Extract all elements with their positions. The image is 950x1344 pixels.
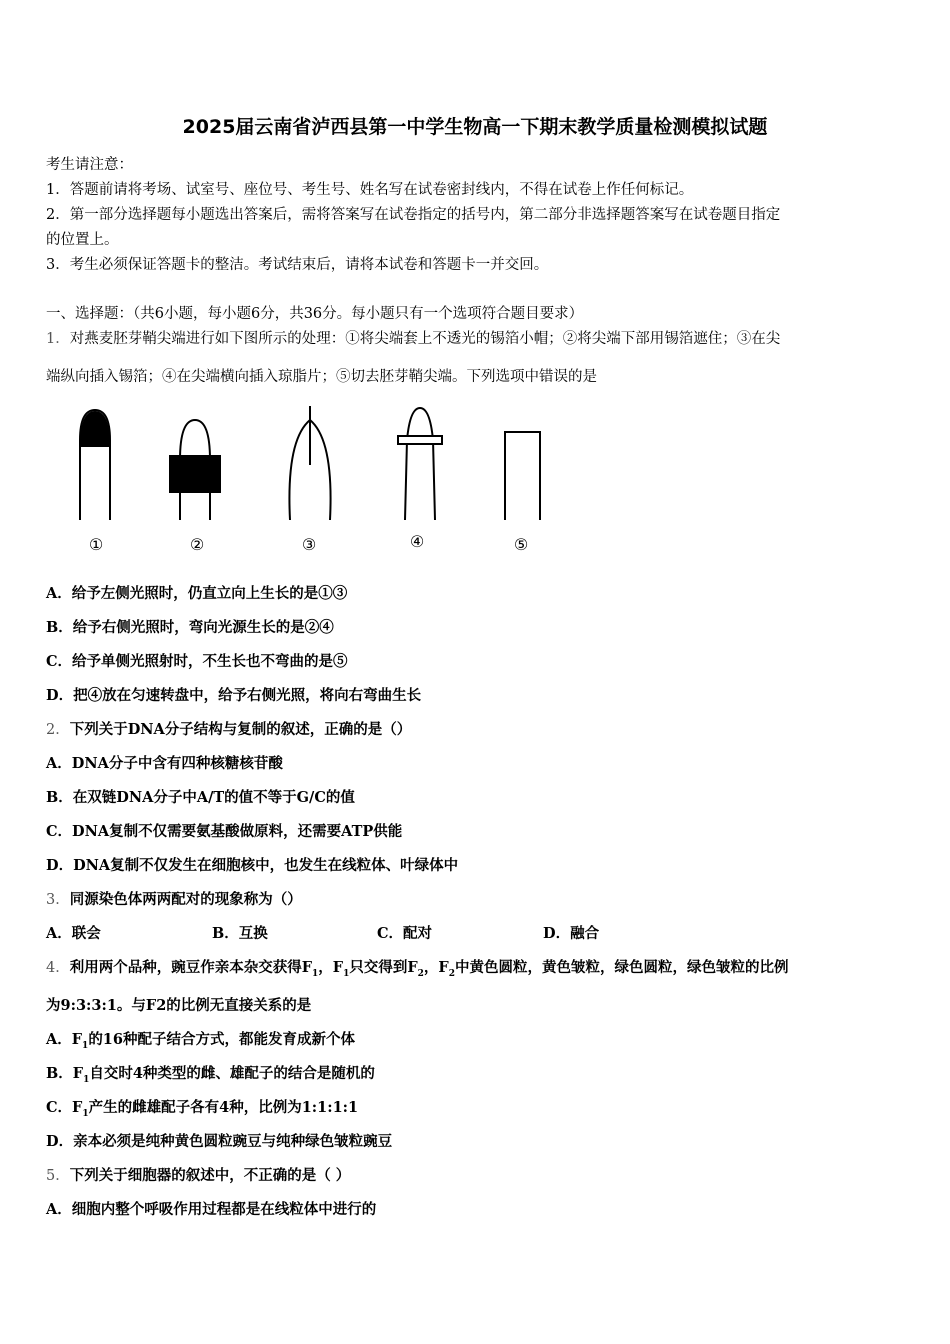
fig-label-5: ⑤ xyxy=(513,535,529,554)
coleoptile-figure xyxy=(60,400,560,560)
q4-option-a-sub: 1 xyxy=(82,1040,89,1051)
q4-stem-b: ，F xyxy=(318,959,344,976)
q4-option-b-pre: B．F xyxy=(46,1065,84,1082)
q4-stem-e: 中黄色圆粒，黄色皱粒，绿色圆粒，绿色皱粒的比例 xyxy=(454,959,789,976)
q4-number: 4． xyxy=(46,960,70,976)
q1-option-b: B．给予右侧光照时，弯向光源生长的是②④ xyxy=(46,619,334,636)
q1-option-a: A．给予左侧光照时，仍直立向上生长的是①③ xyxy=(46,585,348,602)
q3-options xyxy=(46,922,599,943)
q1-stem-1: 对燕麦胚芽鞘尖端进行如下图所示的处理：①将尖端套上不透光的锡箔小帽；②将尖端下部用锡箔遮住；③在尖 xyxy=(69,331,781,347)
q4-option-d: D．亲本必须是纯种黄色圆粒豌豆与纯种绿色皱粒豌豆 xyxy=(46,1133,393,1150)
q2-stem: 下列关于DNA分子结构与复制的叙述，正确的是（） xyxy=(69,721,412,738)
fig-label-3: ③ xyxy=(301,535,317,554)
section-heading: 一、选择题：（共6小题，每小题6分，共36分。每小题只有一个选项符合题目要求） xyxy=(46,306,584,322)
q4-option-c-sub: 1 xyxy=(82,1108,89,1119)
q4-stem-line-2: 为9:3:3:1。与F2的比例无直接关系的是 xyxy=(46,997,312,1014)
page-title: 2025届云南省泸西县第一中学生物高一下期末教学质量检测模拟试题 xyxy=(182,116,768,138)
q2-option-c: C．DNA复制不仅需要氨基酸做原料，还需要ATP供能 xyxy=(46,823,403,840)
q1-number: 1． xyxy=(46,331,70,347)
q3-option-c: C．配对 xyxy=(377,925,433,942)
q3-option-b: B．互换 xyxy=(212,925,268,942)
fig-label-4: ④ xyxy=(409,532,425,551)
q4-option-c-post: 产生的雌雄配子各有4种，比例为1:1:1:1 xyxy=(88,1099,359,1116)
q4-option-c-pre: C．F xyxy=(46,1099,83,1116)
q4-stem-c: 只交得到F xyxy=(349,959,418,976)
q5-option-a: A．细胞内整个呼吸作用过程都是在线粒体中进行的 xyxy=(46,1201,377,1218)
q4-option-a xyxy=(46,1028,355,1051)
q4-option-b-sub: 1 xyxy=(83,1074,90,1085)
coleoptile-4 xyxy=(398,408,442,520)
q4-option-a-pre: A．F xyxy=(46,1031,83,1048)
coleoptile-5 xyxy=(505,432,540,520)
q4-stem-a: 利用两个品种，豌豆作亲本杂交获得F xyxy=(69,959,313,976)
fig-label-1: ① xyxy=(88,535,104,554)
q5-stem: 下列关于细胞器的叙述中，不正确的是（ ） xyxy=(69,1167,351,1184)
q4-stem-d: ，F xyxy=(423,959,449,976)
coleoptile-3 xyxy=(289,406,330,520)
q4-option-c xyxy=(46,1096,358,1119)
notice-heading: 考生请注意： xyxy=(46,157,133,173)
q2-stem-line xyxy=(46,718,411,739)
q2-option-a: A．DNA分子中含有四种核糖核苷酸 xyxy=(46,755,283,772)
q1-stem-line-1 xyxy=(46,327,780,348)
q2-option-b: B．在双链DNA分子中A/T的值不等于G/C的值 xyxy=(46,789,355,806)
notice-item-2: 2．第一部分选择题每小题选出答案后，需将答案写在试卷指定的括号内，第二部分非选择题答案写在试卷题目指定 xyxy=(46,207,781,223)
notice-item-1: 1．答题前请将考场、试室号、座位号、考生号、姓名写在试卷密封线内，不得在试卷上作任何标记。 xyxy=(46,182,694,198)
q3-number: 3． xyxy=(46,892,70,908)
q1-option-d: D．把④放在匀速转盘中，给予右侧光照，将向右弯曲生长 xyxy=(46,687,422,704)
q1-option-c: C．给予单侧光照射时，不生长也不弯曲的是⑤ xyxy=(46,653,348,670)
q4-sub-1b: 1 xyxy=(343,968,350,979)
q4-option-b-post: 自交时4种类型的雌、雄配子的结合是随机的 xyxy=(89,1065,375,1082)
fig-label-2: ② xyxy=(189,535,205,554)
q2-option-d: D．DNA复制不仅发生在细胞核中，也发生在线粒体、叶绿体中 xyxy=(46,857,459,874)
q3-option-a: A．联会 xyxy=(46,925,101,942)
q4-option-b xyxy=(46,1062,375,1085)
coleoptile-2 xyxy=(170,420,220,520)
q4-sub-2a: 2 xyxy=(417,968,424,979)
q4-option-a-post: 的16种配子结合方式，都能发育成新个体 xyxy=(88,1031,355,1048)
notice-item-3: 3．考生必须保证答题卡的整洁。考试结束后，请将本试卷和答题卡一并交回。 xyxy=(46,257,549,273)
q4-stem-line-1 xyxy=(46,956,788,979)
q1-stem-line-2: 端纵向插入锡箔；④在尖端横向插入琼脂片；⑤切去胚芽鞘尖端。下列选项中错误的是 xyxy=(46,369,597,385)
q5-stem-line xyxy=(46,1164,350,1185)
q3-stem-line xyxy=(46,888,302,909)
coleoptile-1 xyxy=(80,410,110,520)
q4-sub-2b: 2 xyxy=(448,968,455,979)
q3-stem: 同源染色体两两配对的现象称为（） xyxy=(69,891,302,908)
q2-number: 2． xyxy=(46,722,70,738)
notice-item-2-cont: 的位置上。 xyxy=(46,232,119,248)
q4-sub-1a: 1 xyxy=(312,968,319,979)
q3-option-d: D．融合 xyxy=(543,925,600,942)
q5-number: 5． xyxy=(46,1168,70,1184)
